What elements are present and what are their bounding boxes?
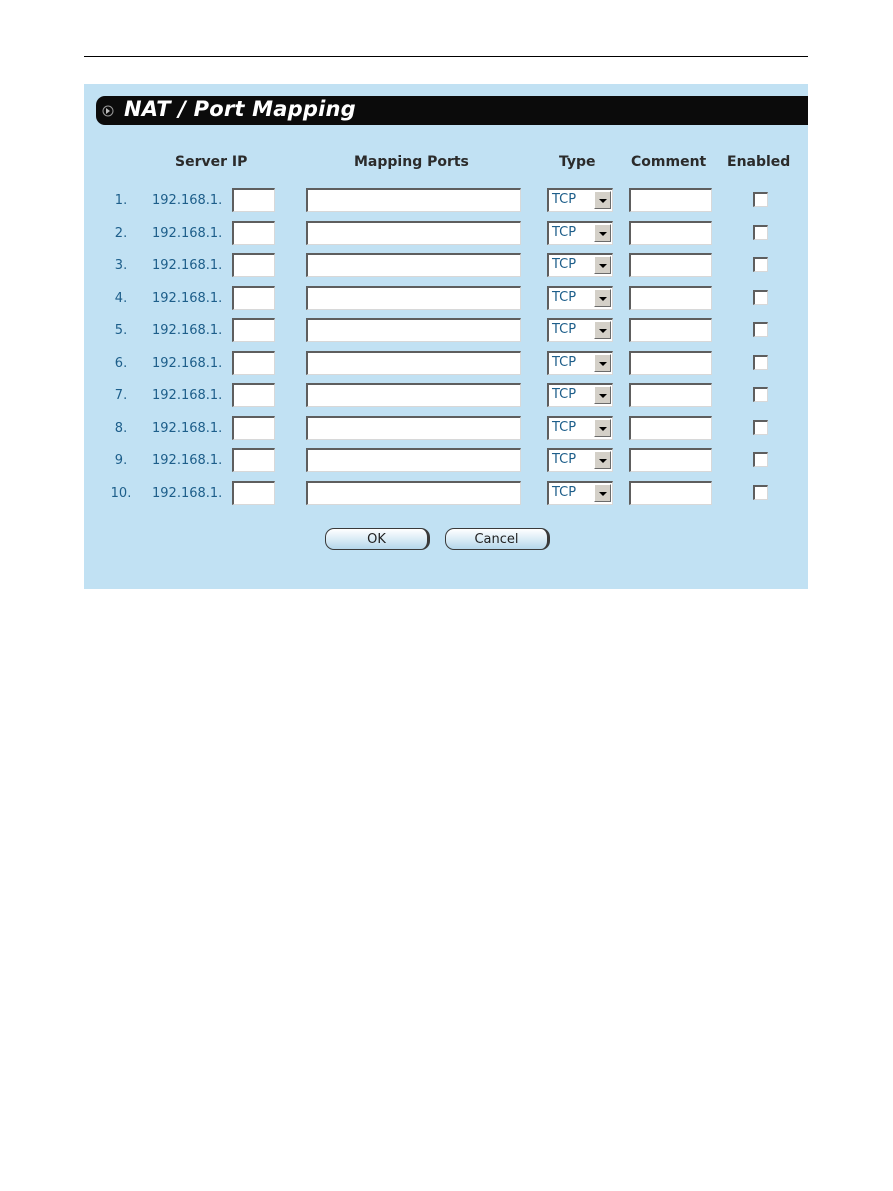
- mapping-ports-input[interactable]: [306, 221, 521, 245]
- chevron-down-icon[interactable]: [594, 191, 611, 209]
- enabled-checkbox[interactable]: [753, 387, 768, 402]
- type-select[interactable]: [547, 286, 613, 310]
- comment-input[interactable]: [629, 351, 712, 375]
- comment-input[interactable]: [629, 448, 712, 472]
- table-row: [84, 448, 808, 474]
- chevron-down-icon[interactable]: [594, 354, 611, 372]
- chevron-down-icon[interactable]: [594, 419, 611, 437]
- mapping-ports-input[interactable]: [306, 286, 521, 310]
- row-number: 1.: [114, 193, 128, 208]
- server-ip-input[interactable]: [232, 481, 275, 505]
- comment-input[interactable]: [629, 481, 712, 505]
- enabled-checkbox[interactable]: [753, 322, 768, 337]
- type-select[interactable]: [547, 188, 613, 212]
- enabled-checkbox[interactable]: [753, 420, 768, 435]
- server-ip-input[interactable]: [232, 416, 275, 440]
- nat-port-mapping-panel: [84, 84, 808, 589]
- server-ip-prefix: 192.168.1.: [152, 323, 223, 338]
- column-header-mapping-ports: Mapping Ports: [354, 154, 469, 170]
- row-number: 8.: [114, 420, 128, 436]
- server-ip-prefix: 192.168.1.: [152, 420, 223, 436]
- type-select[interactable]: [547, 481, 613, 505]
- row-number: 3.: [114, 258, 128, 273]
- server-ip-prefix: 192.168.1.: [152, 258, 223, 273]
- chevron-down-icon[interactable]: [594, 451, 611, 469]
- row-number: 6.: [114, 355, 128, 371]
- type-select[interactable]: [547, 383, 613, 407]
- server-ip-prefix: 192.168.1.: [152, 485, 223, 501]
- chevron-down-icon[interactable]: [594, 386, 611, 404]
- comment-input[interactable]: [629, 416, 712, 440]
- enabled-checkbox[interactable]: [753, 485, 768, 500]
- type-select-value: TCP: [552, 419, 577, 435]
- column-header-enabled: Enabled: [727, 154, 791, 170]
- server-ip-prefix: 192.168.1.: [152, 290, 223, 306]
- comment-input[interactable]: [629, 383, 712, 407]
- server-ip-input[interactable]: [232, 221, 275, 245]
- enabled-checkbox[interactable]: [753, 192, 768, 207]
- mapping-ports-input[interactable]: [306, 416, 521, 440]
- arrow-right-icon: [102, 105, 114, 117]
- server-ip-prefix: 192.168.1.: [152, 355, 223, 371]
- type-select[interactable]: [547, 318, 613, 342]
- row-number: 10.: [110, 485, 132, 501]
- server-ip-input[interactable]: [232, 351, 275, 375]
- comment-input[interactable]: [629, 286, 712, 310]
- comment-input[interactable]: [629, 221, 712, 245]
- table-row: [84, 188, 808, 214]
- mapping-ports-input[interactable]: [306, 351, 521, 375]
- type-select[interactable]: [547, 253, 613, 277]
- row-number: 7.: [114, 388, 128, 403]
- comment-input[interactable]: [629, 253, 712, 277]
- server-ip-input[interactable]: [232, 448, 275, 472]
- type-select-value: TCP: [552, 354, 577, 370]
- title-bar: [96, 96, 808, 125]
- enabled-checkbox[interactable]: [753, 225, 768, 240]
- row-number: 2.: [114, 225, 128, 241]
- table-row: [84, 383, 808, 409]
- type-select-value: TCP: [552, 224, 577, 240]
- mapping-ports-input[interactable]: [306, 318, 521, 342]
- table-row: [84, 221, 808, 247]
- column-header-type: Type: [559, 154, 596, 170]
- enabled-checkbox[interactable]: [753, 452, 768, 467]
- column-header-server-ip: Server IP: [175, 154, 248, 170]
- server-ip-prefix: 192.168.1.: [152, 225, 223, 241]
- table-row: [84, 481, 808, 507]
- mapping-ports-input[interactable]: [306, 253, 521, 277]
- ok-button[interactable]: OK: [325, 528, 430, 550]
- chevron-down-icon[interactable]: [594, 321, 611, 339]
- comment-input[interactable]: [629, 188, 712, 212]
- row-number: 5.: [114, 323, 128, 338]
- type-select[interactable]: [547, 221, 613, 245]
- page-title: NAT / Port Mapping: [124, 97, 356, 121]
- chevron-down-icon[interactable]: [594, 224, 611, 242]
- cancel-button[interactable]: Cancel: [445, 528, 550, 550]
- table-row: [84, 318, 808, 344]
- type-select-value: TCP: [552, 452, 577, 467]
- enabled-checkbox[interactable]: [753, 290, 768, 305]
- type-select-value: TCP: [552, 387, 577, 402]
- chevron-down-icon[interactable]: [594, 289, 611, 307]
- server-ip-input[interactable]: [232, 253, 275, 277]
- chevron-down-icon[interactable]: [594, 484, 611, 502]
- table-row: [84, 416, 808, 442]
- row-number: 9.: [114, 453, 128, 468]
- column-header-comment: Comment: [631, 154, 707, 170]
- server-ip-input[interactable]: [232, 286, 275, 310]
- enabled-checkbox[interactable]: [753, 355, 768, 370]
- type-select-value: TCP: [552, 192, 577, 207]
- table-row: [84, 351, 808, 377]
- row-number: 4.: [114, 290, 128, 306]
- type-select[interactable]: [547, 416, 613, 440]
- page-header-rule: [84, 56, 808, 57]
- type-select-value: TCP: [552, 257, 577, 272]
- type-select-value: TCP: [552, 484, 577, 500]
- type-select-value: TCP: [552, 322, 577, 337]
- type-select[interactable]: [547, 351, 613, 375]
- server-ip-prefix: 192.168.1.: [152, 453, 223, 468]
- server-ip-input[interactable]: [232, 383, 275, 407]
- mapping-ports-input[interactable]: [306, 481, 521, 505]
- mapping-ports-input[interactable]: [306, 448, 521, 472]
- mapping-ports-input[interactable]: [306, 188, 521, 212]
- enabled-checkbox[interactable]: [753, 257, 768, 272]
- table-row: [84, 286, 808, 312]
- server-ip-input[interactable]: [232, 318, 275, 342]
- comment-input[interactable]: [629, 318, 712, 342]
- server-ip-prefix: 192.168.1.: [152, 388, 223, 403]
- server-ip-input[interactable]: [232, 188, 275, 212]
- type-select-value: TCP: [552, 289, 577, 305]
- chevron-down-icon[interactable]: [594, 256, 611, 274]
- type-select[interactable]: [547, 448, 613, 472]
- server-ip-prefix: 192.168.1.: [152, 193, 223, 208]
- mapping-ports-input[interactable]: [306, 383, 521, 407]
- table-row: [84, 253, 808, 279]
